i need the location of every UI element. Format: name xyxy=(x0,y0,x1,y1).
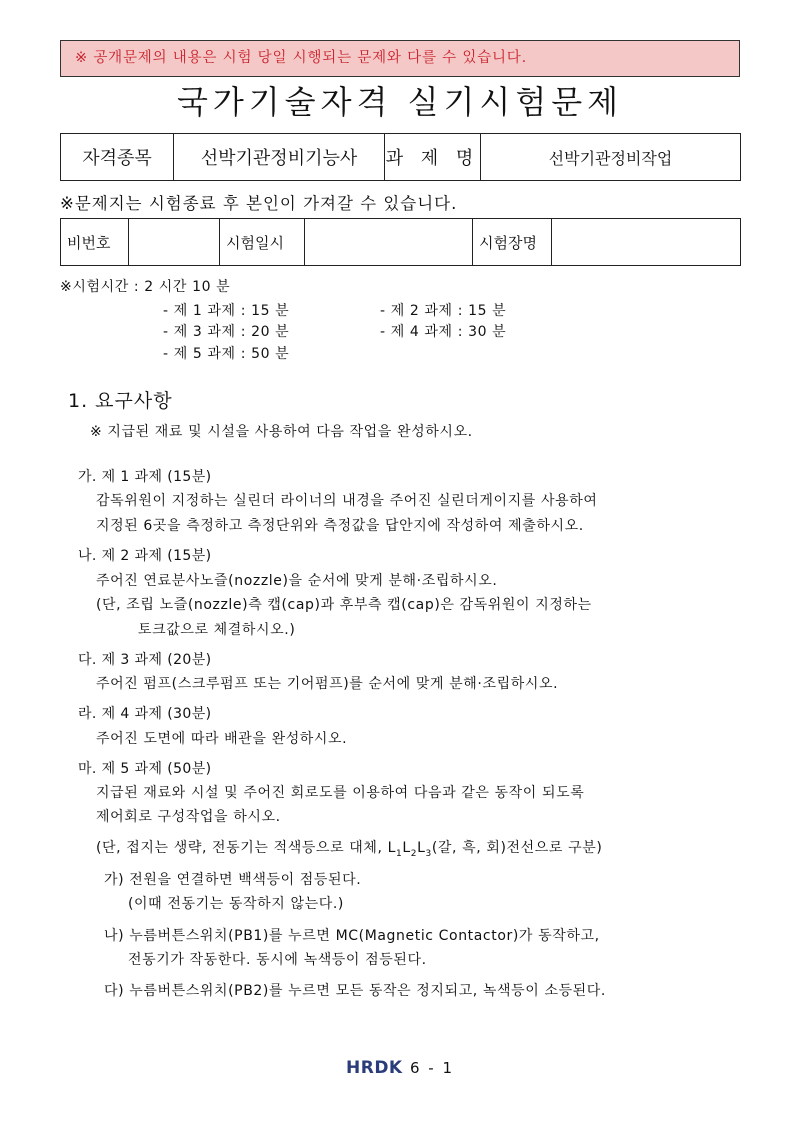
qualification-table xyxy=(60,133,741,181)
step-na-line-2: 전동기가 작동한다. 동시에 녹색등이 점등된다. xyxy=(128,952,427,968)
time-task-2: - 제 2 과제 : 15 분 xyxy=(380,303,507,319)
task-1-line-2: 지정된 6곳을 측정하고 측정단위와 측정값을 답안지에 작성하여 제출하시오. xyxy=(96,518,584,534)
exam-info-table xyxy=(60,218,741,266)
task-name-label: 과 제 명 xyxy=(385,134,481,181)
time-task-1: - 제 1 과제 : 15 분 xyxy=(163,303,290,319)
task-5-title: 마. 제 5 과제 (50분) xyxy=(78,761,212,777)
page-number: 6 - 1 xyxy=(410,1059,455,1077)
task-5-note-pre: (단, 접지는 생략, 전동기는 적색등으로 대체, xyxy=(96,840,388,856)
id-value xyxy=(129,219,220,266)
section-intro: ※ 지급된 재료 및 시설을 사용하여 다음 작업을 완성하시오. xyxy=(90,424,473,440)
qualification-value: 선박기관정비기능사 xyxy=(174,134,385,181)
qualification-label: 자격종목 xyxy=(61,134,174,181)
page-title: 국가기술자격 실기시험문제 xyxy=(176,83,624,121)
task-1-title: 가. 제 1 과제 (15분) xyxy=(78,469,212,485)
task-2-title: 나. 제 2 과제 (15분) xyxy=(78,548,212,564)
task-5-note-post: (갈, 흑, 회)전선으로 구분) xyxy=(431,840,603,856)
task-3-title: 다. 제 3 과제 (20분) xyxy=(78,652,212,668)
place-value xyxy=(552,219,741,266)
keep-notice: ※문제지는 시험종료 후 본인이 가져갈 수 있습니다. xyxy=(60,194,458,213)
date-value xyxy=(305,219,473,266)
task-5-line-1: 지급된 재료와 시설 및 주어진 회로도를 이용하여 다음과 같은 동작이 되도록 xyxy=(96,785,585,801)
task-2-line-3: 토크값으로 체결하시오.) xyxy=(138,622,296,638)
task-1-line-1: 감독위원이 지정하는 실린더 라이너의 내경을 주어진 실린더게이지를 사용하여 xyxy=(96,493,598,509)
task-3-line-1: 주어진 펌프(스크루펌프 또는 기어펌프)를 순서에 맞게 분해·조립하시오. xyxy=(96,676,559,692)
id-label: 비번호 xyxy=(61,219,129,266)
step-ga-line-2: (이때 전동기는 동작하지 않는다.) xyxy=(128,896,344,912)
task-2-line-2: (단, 조립 노즐(nozzle)측 캡(cap)과 후부측 캡(cap)은 감독위원이 지정하는 xyxy=(96,597,592,613)
hrdk-logo: HRDK xyxy=(346,1058,403,1078)
step-ga-line-1: 가) 전원을 연결하면 백색등이 점등된다. xyxy=(104,872,362,888)
task-5-note xyxy=(96,837,602,859)
time-task-4: - 제 4 과제 : 30 분 xyxy=(380,324,507,340)
step-da-line-1: 다) 누름버튼스위치(PB2)를 누르면 모든 동작은 정지되고, 녹색등이 소등된다. xyxy=(104,983,606,999)
step-na-line-1: 나) 누름버튼스위치(PB1)를 누르면 MC(Magnetic Contactor)가 동작하고, xyxy=(104,928,600,944)
total-time: ※시험시간 : 2 시간 10 분 xyxy=(60,279,231,295)
place-label: 시험장명 xyxy=(473,219,552,266)
notice-banner: ※ 공개문제의 내용은 시험 당일 시행되는 문제와 다를 수 있습니다. xyxy=(60,40,740,77)
task-4-title: 라. 제 4 과제 (30분) xyxy=(78,706,212,722)
task-name-value: 선박기관정비작업 xyxy=(481,134,741,181)
time-task-3: - 제 3 과제 : 20 분 xyxy=(163,324,290,340)
time-task-5: - 제 5 과제 : 50 분 xyxy=(163,346,290,362)
task-5-line-2: 제어회로 구성작업을 하시오. xyxy=(96,809,281,825)
section-heading: 1. 요구사항 xyxy=(68,390,173,412)
task-2-line-1: 주어진 연료분사노즐(nozzle)을 순서에 맞게 분해·조립하시오. xyxy=(96,573,498,589)
date-label: 시험일시 xyxy=(220,219,305,266)
wire-labels: $L_1L_2L_3$ xyxy=(387,840,432,859)
task-4-line-1: 주어진 도면에 따라 배관을 완성하시오. xyxy=(96,731,348,747)
